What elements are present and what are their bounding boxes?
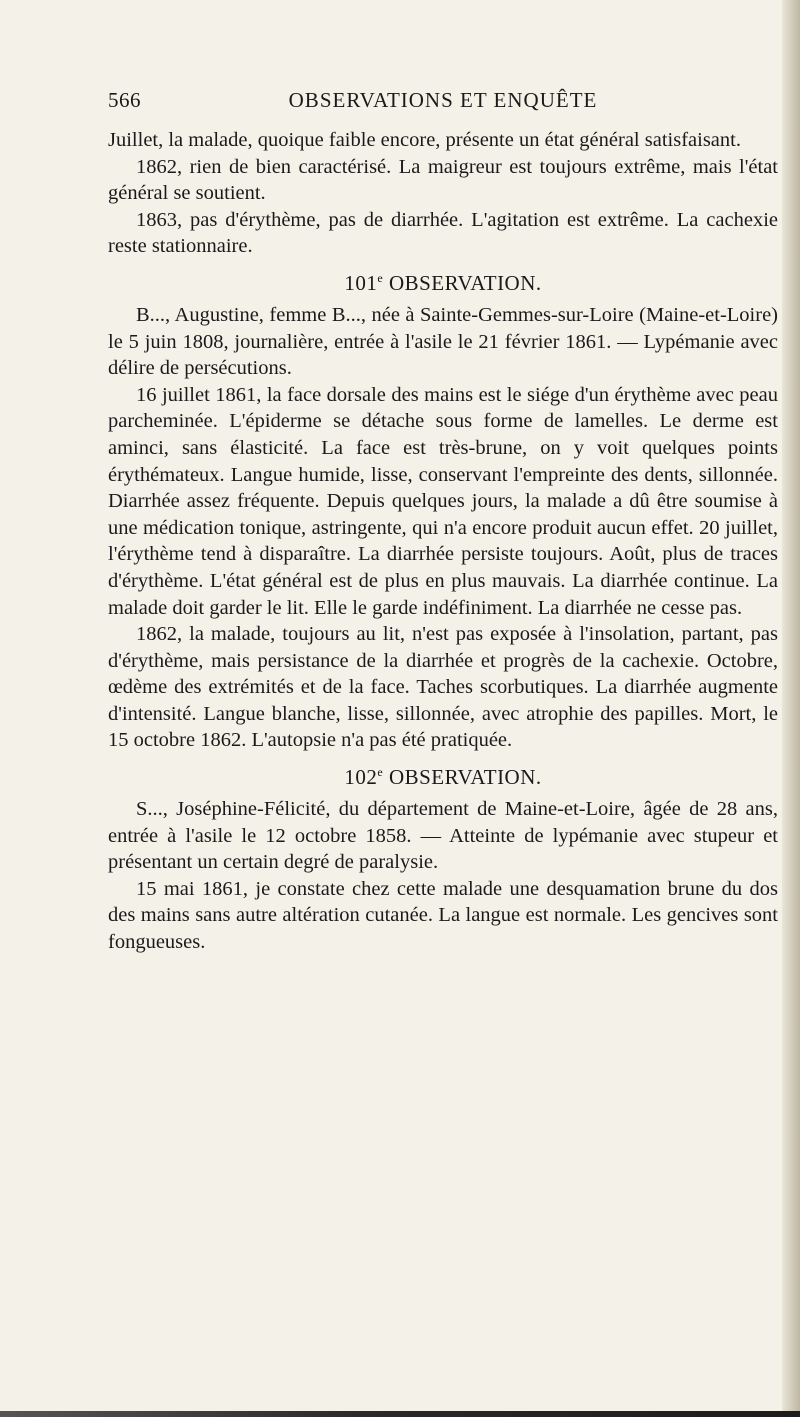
paragraph-15-mai-1861: 15 mai 1861, je constate chez cette malade une desquamation brune du dos des mains sans autre altération cutanée. La langue est normale. Les gencives sont fongueuses. bbox=[108, 877, 778, 954]
page-header-title: OBSERVATIONS ET ENQUÊTE bbox=[288, 88, 598, 112]
observation-102-number: 102 bbox=[344, 765, 378, 790]
bottom-edge-bar bbox=[0, 1411, 800, 1417]
paragraph-1863: 1863, pas d'érythème, pas de diarrhée. L'agitation est extrême. La cachexie reste stationnaire. bbox=[108, 208, 778, 258]
document-body bbox=[108, 127, 778, 956]
observation-102-ordinal: e bbox=[377, 765, 384, 780]
observation-101-label: OBSERVATION. bbox=[388, 270, 542, 295]
paragraph-patient-josephine: S..., Joséphine-Félicité, du département de Maine-et-Loire, âgée de 28 ans, entrée à l'asile le 12 octobre 1858. — Atteinte de lypémanie avec stupeur et présentant un certain degré de paralysie. bbox=[108, 798, 778, 874]
observation-101-number: 101 bbox=[344, 270, 378, 295]
paragraph-juillet: Juillet, la malade, quoique faible encore, présente un état général satisfaisant. bbox=[108, 129, 741, 151]
paragraph-patient-augustine: B..., Augustine, femme B..., née à Sainte-Gemmes-sur-Loire (Maine-et-Loire) le 5 juin 1808, journalière, entrée à l'asile le 21 février 1861. — Lypémanie avec délire de persécutions. bbox=[108, 303, 778, 380]
observation-101-ordinal: e bbox=[377, 270, 384, 285]
observation-102-label: OBSERVATION. bbox=[388, 765, 542, 790]
observation-101-heading bbox=[108, 268, 778, 298]
running-head bbox=[108, 88, 778, 118]
paragraph-1862: 1862, rien de bien caractérisé. La maigreur est toujours extrême, mais l'état général se soutient. bbox=[108, 155, 778, 205]
paragraph-1862-course: 1862, la malade, toujours au lit, n'est pas exposée à l'insolation, partant, pas d'érythème, mais persistance de la diarrhée et progrès de la cachexie. Octobre, œdème des extrémités et de la face. Taches scorbutiques. La diarrhée augmente d'intensité. Langue blanche, lisse, sillonnée, avec atrophie des papilles. Mort, le 15 octobre 1862. L'autopsie n'a pas été pratiquée. bbox=[108, 623, 778, 752]
observation-102-heading bbox=[108, 762, 778, 792]
paragraph-16-juillet-1861: 16 juillet 1861, la face dorsale des mains est le siége d'un érythème avec peau parcheminée. L'épiderme se détache sous forme de lamelles. Le derme est aminci, sans élasticité. La face est très-brune, on y voit quelques points érythémateux. Langue humide, lisse, conservant l'empreinte des dents, sillonnée. Diarrhée assez fréquente. Depuis quelques jours, la malade a dû être soumise à une médication tonique, astringente, qui n'a encore produit aucun effet. 20 juillet, l'érythème tend à disparaître. La diarrhée persiste toujours. Août, plus de traces d'érythème. L'état général est de plus en plus mauvais. La diarrhée continue. La malade doit garder le lit. Elle le garde indéfiniment. La diarrhée ne cesse pas. bbox=[108, 383, 778, 619]
page-edge bbox=[782, 0, 800, 1417]
page-number: 566 bbox=[108, 88, 141, 112]
